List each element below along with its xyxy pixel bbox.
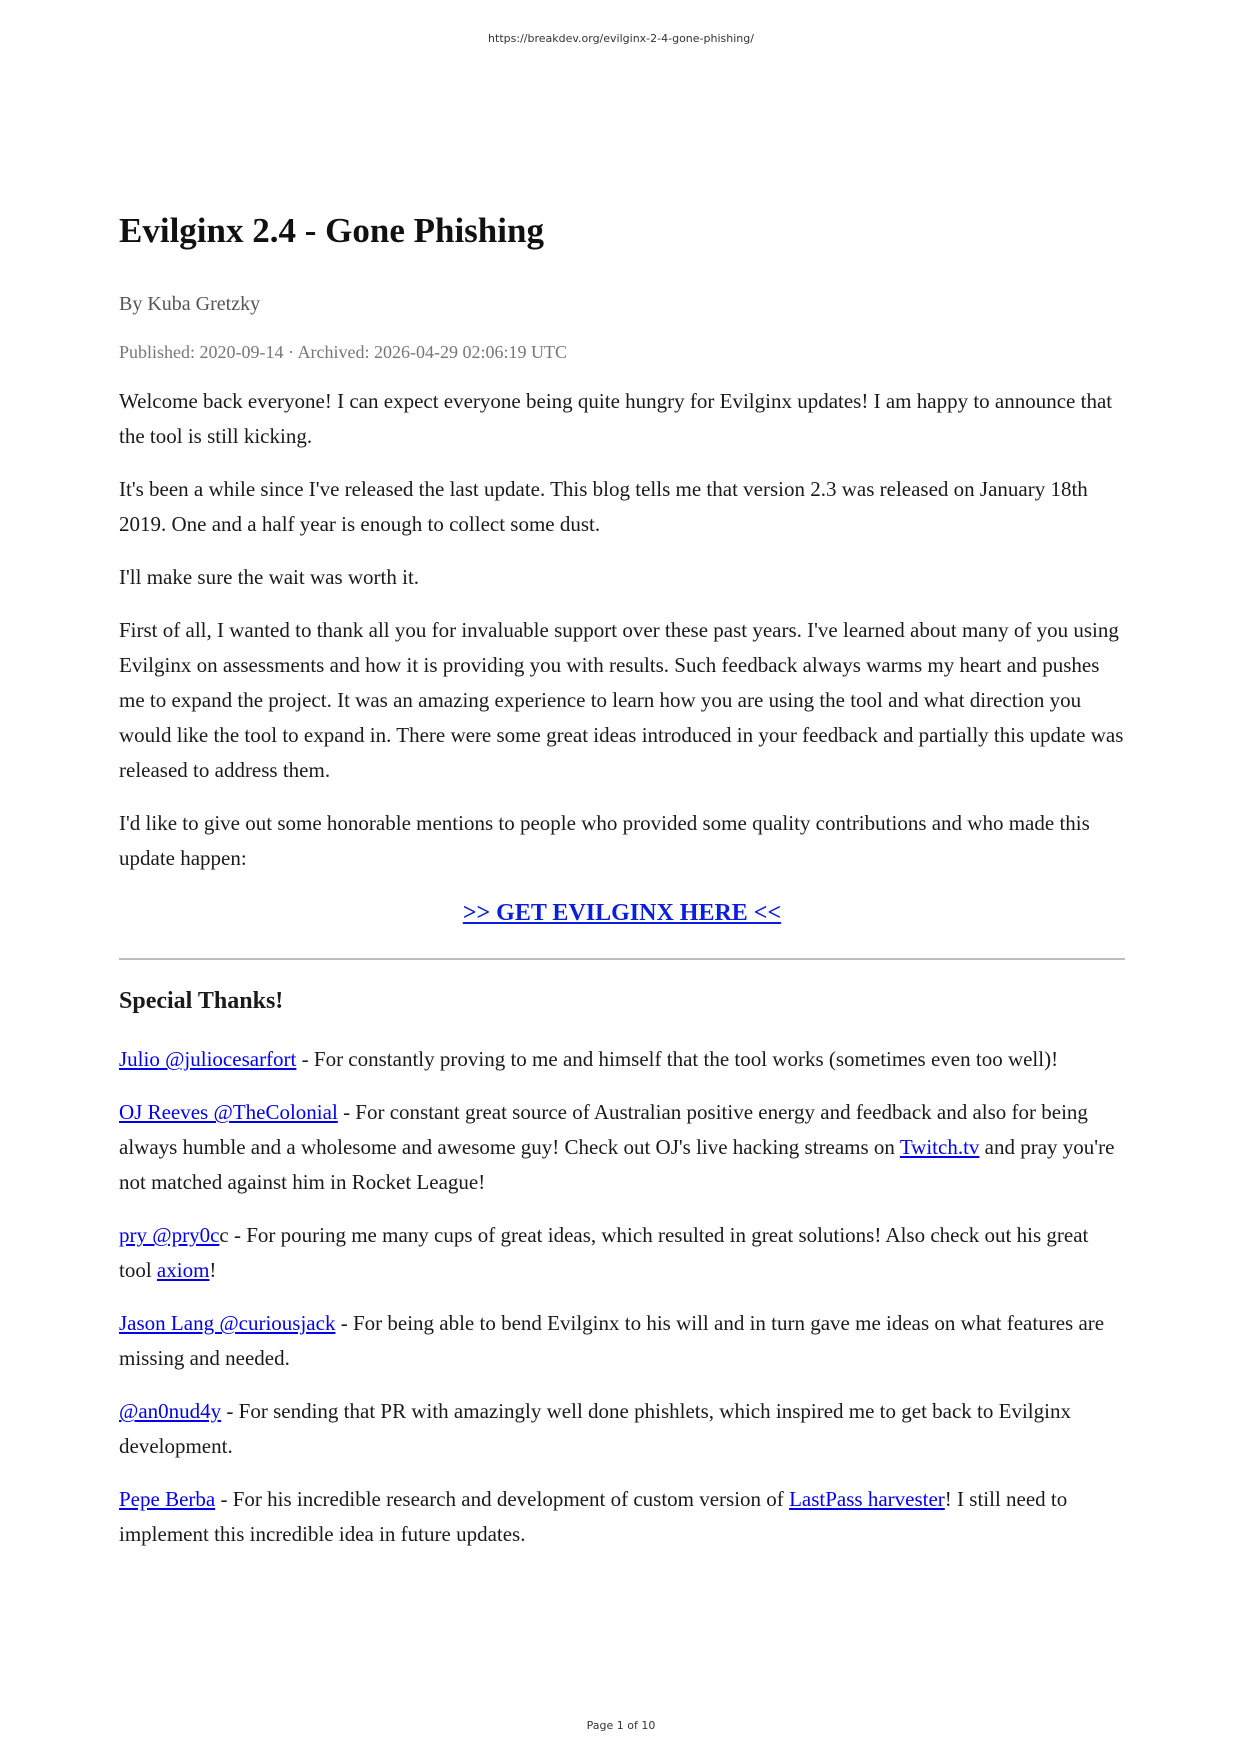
lastpass-harvester-link[interactable]: LastPass harvester xyxy=(789,1487,945,1512)
thanks-item xyxy=(119,1394,1125,1464)
paragraph-thanks-intro: First of all, I wanted to thank all you for invaluable support over these past years. I've learned about many of you using Evilginx on assessments and how it is providing you with results. Such feedback always warms my heart and pushes me to expand the project. It was an amazing experience to learn how you are using the tool and what direction you would like the tool to expand in. There were some great ideas introduced in your feedback and partially this update was released to address them. xyxy=(119,618,1124,783)
paragraph-last-update: It's been a while since I've released the last update. This blog tells me that version 2.3 was released on January 18th 2019. One and a half year is enough to collect some dust. xyxy=(119,477,1088,537)
thanks-text: - For his incredible research and development of custom version of xyxy=(215,1487,790,1512)
thanks-person-link[interactable]: OJ Reeves @TheColonial xyxy=(119,1100,338,1125)
thanks-text: c - For pouring me many cups of great ideas, which resulted in great solutions! Also check out his great tool xyxy=(119,1223,1089,1283)
thanks-person-link[interactable]: pry @pry0c xyxy=(119,1223,220,1248)
thanks-item xyxy=(119,1095,1125,1200)
article-title: Evilginx 2.4 - Gone Phishing xyxy=(119,211,544,250)
paragraph-wait: I'll make sure the wait was worth it. xyxy=(119,565,420,590)
thanks-item xyxy=(119,1218,1125,1288)
thanks-person-link[interactable]: Pepe Berba xyxy=(119,1487,216,1512)
page-url: https://breakdev.org/evilginx-2-4-gone-phishing/ xyxy=(488,32,754,45)
paragraph-intro: Welcome back everyone! I can expect everyone being quite hungry for Evilginx updates! I am happy to announce that the tool is still kicking. xyxy=(119,389,1113,449)
divider xyxy=(119,958,1125,960)
thanks-item xyxy=(119,1042,1125,1077)
thanks-text-tail: ! I still need to implement this incredible idea in future updates. xyxy=(119,1487,1068,1547)
special-thanks-heading: Special Thanks! xyxy=(119,988,284,1015)
page-number: Page 1 of 10 xyxy=(586,1719,656,1732)
twitch-link[interactable]: Twitch.tv xyxy=(899,1135,980,1160)
thanks-item xyxy=(119,1482,1125,1552)
thanks-text-tail: ! xyxy=(209,1258,217,1283)
thanks-text-tail: and pray you're not matched against him in Rocket League! xyxy=(119,1135,1115,1195)
article xyxy=(119,210,1125,1552)
thanks-person-link[interactable]: Julio @juliocesarfort xyxy=(119,1047,297,1072)
thanks-item xyxy=(119,1306,1125,1376)
article-meta: Published: 2020-09-14 · Archived: 2026-04-29 02:06:19 UTC xyxy=(119,342,567,362)
thanks-text: - For constant great source of Australian positive energy and feedback and also for being always humble and a wholesome and awesome guy! Check out OJ's live hacking streams on xyxy=(119,1100,1088,1160)
thanks-person-link[interactable]: Jason Lang @curiousjack xyxy=(119,1311,336,1336)
axiom-link[interactable]: axiom xyxy=(156,1258,210,1283)
get-evilginx-link[interactable]: >> GET EVILGINX HERE << xyxy=(462,900,782,927)
thanks-text: - For being able to bend Evilginx to his will and in turn gave me ideas on what features are missing and needed. xyxy=(119,1311,1105,1371)
thanks-text: - For constantly proving to me and himself that the tool works (sometimes even too well)! xyxy=(296,1047,1059,1072)
paragraph-mentions: I'd like to give out some honorable mentions to people who provided some quality contributions and who made this update happen: xyxy=(119,811,1090,871)
article-author: By Kuba Gretzky xyxy=(119,293,261,315)
thanks-person-link[interactable]: @an0nud4y xyxy=(119,1399,222,1424)
thanks-text: - For sending that PR with amazingly well done phishlets, which inspired me to get back to Evilginx development. xyxy=(119,1399,1071,1459)
cta-container xyxy=(119,898,1125,928)
